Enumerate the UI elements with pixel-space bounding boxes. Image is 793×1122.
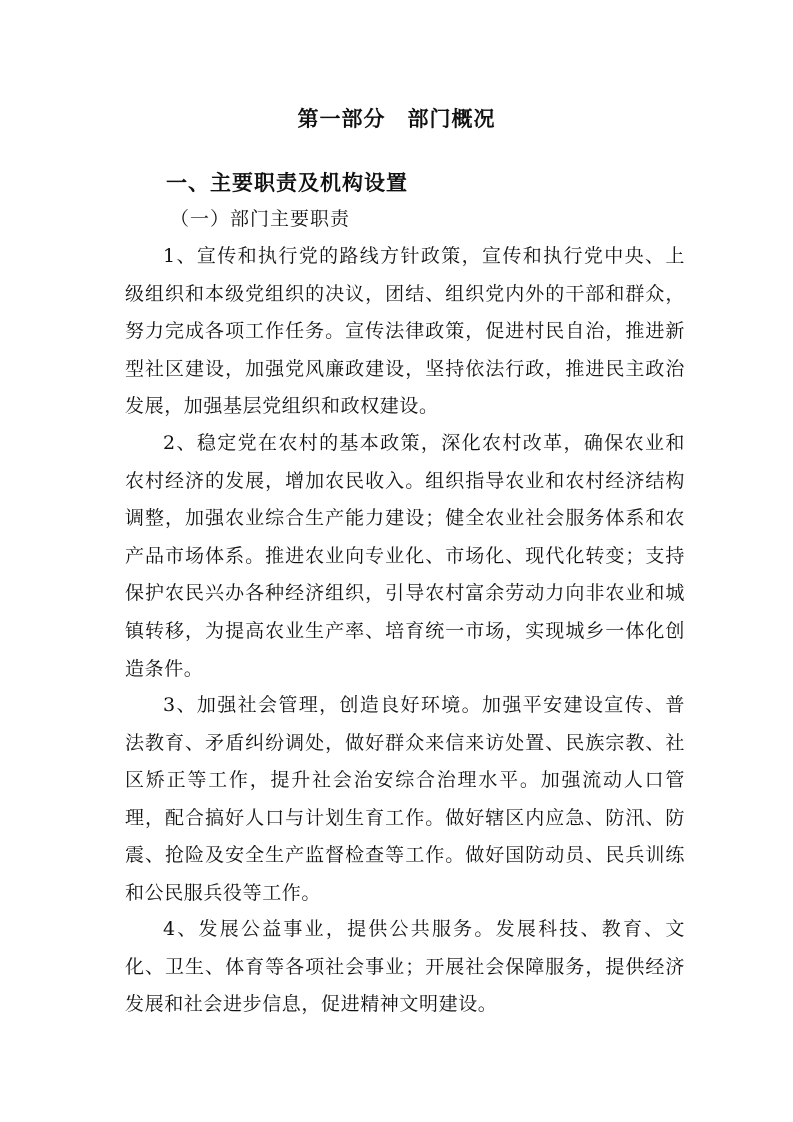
paragraph-duty-4: 4、发展公益事业，提供公共服务。发展科技、教育、文化、卫生、体育等各项社会事业；开展社会保障服务，提供经济发展和社会进步信息，促进精神文明建设。 xyxy=(125,918,685,1016)
subsection-heading: （一）部门主要职责 xyxy=(170,208,351,230)
paragraph-duty-2: 2、稳定党在农村的基本政策，深化农村改革，确保农业和农村经济的发展，增加农民收入。组织指导农业和农村经济结构调整，加强农业综合生产能力建设；健全农业社会服务体系和农产品市场体系。推进农业向专业化、市场化、现代化转变；支持保护农民兴办各种经济组织，引导农村富余劳动力向非农业和城镇转移，为提高农业生产率、培育统一市场，实现城乡一体化创造条件。 xyxy=(125,432,685,680)
paragraph-duty-3: 3、加强社会管理，创造良好环境。加强平安建设宣传、普法教育、矛盾纠纷调处，做好群众来信来访处置、民族宗教、社区矫正等工作，提升社会治安综合治理水平。加强流动人口管理，配合搞好人口与计划生育工作。做好辖区内应急、防汛、防震、抢险及安全生产监督检查等工作。做好国防动员、民兵训练和公民服兵役等工作。 xyxy=(125,694,685,904)
paragraph-duty-1: 1、宣传和执行党的路线方针政策，宣传和执行党中央、上级组织和本级党组织的决议，团结、组织党内外的干部和群众，努力完成各项工作任务。宣传法律政策，促进村民自治，推进新型社区建设，加强党风廉政建设，坚持依法行政，推进民主政治发展，加强基层党组织和政权建设。 xyxy=(125,245,685,418)
page-title: 第一部分 部门概况 xyxy=(297,106,496,131)
section-heading: 一、主要职责及机构设置 xyxy=(166,170,408,195)
